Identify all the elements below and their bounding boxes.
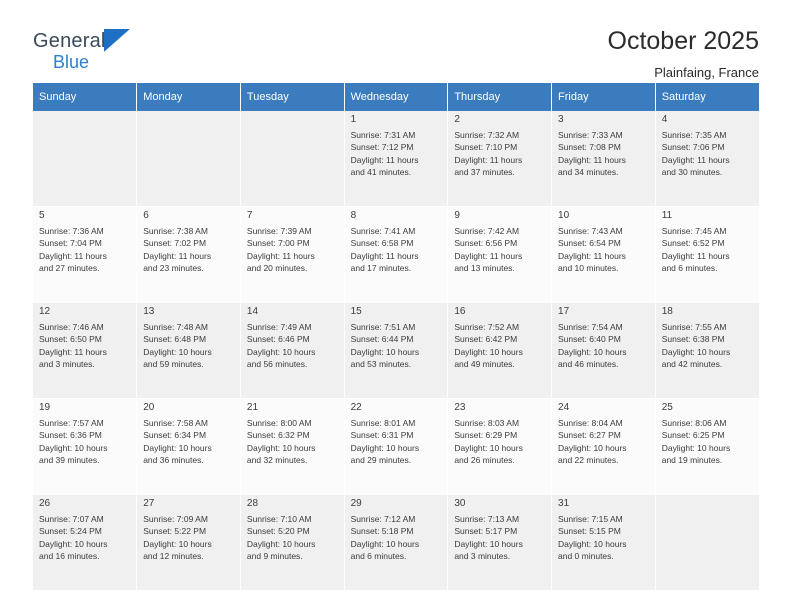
sun-info-line: Sunset: 6:40 PM — [558, 334, 621, 345]
weekday-header-monday: Monday — [137, 83, 241, 111]
sun-info-line: Sunset: 6:54 PM — [558, 238, 621, 249]
logo-text-general: General — [33, 30, 106, 52]
weekday-header-tuesday: Tuesday — [240, 83, 344, 111]
sun-info-line: Sunset: 6:31 PM — [350, 430, 414, 441]
sun-info-line: and 17 minutes. — [350, 263, 412, 274]
sun-info-line: Sunrise: 7:35 AM — [661, 129, 727, 140]
page-title: October 2025 — [607, 27, 759, 55]
sun-info-line: Sunset: 6:48 PM — [143, 334, 207, 345]
calendar-week-row — [33, 495, 759, 591]
day-number: 27 — [143, 498, 155, 509]
sun-info-line: Sunrise: 7:33 AM — [558, 129, 623, 140]
sun-info-line: Daylight: 10 hours — [454, 538, 523, 549]
sun-info-line: Sunrise: 7:51 AM — [350, 321, 416, 332]
sun-info — [143, 513, 235, 563]
day-number: 21 — [246, 402, 259, 413]
sun-info — [351, 513, 443, 563]
calendar-empty-cell — [33, 111, 137, 207]
sun-info — [351, 321, 443, 371]
sun-info-line: and 41 minutes. — [350, 167, 412, 178]
sun-info — [247, 321, 339, 371]
calendar-day-cell[interactable] — [137, 207, 241, 303]
sun-info-line: Sunset: 6:56 PM — [454, 238, 518, 249]
sun-info-line: Sunset: 7:08 PM — [558, 142, 621, 153]
location-label: Plainfaing, France — [654, 65, 759, 80]
calendar-day-cell[interactable] — [655, 111, 759, 207]
weekday-header-friday: Friday — [552, 83, 656, 111]
calendar-empty-cell — [137, 111, 241, 207]
day-number: 30 — [454, 498, 466, 509]
sun-info-line: Sunset: 6:58 PM — [350, 238, 414, 249]
sun-info-line: and 34 minutes. — [558, 167, 619, 178]
sun-info-line: and 30 minutes. — [661, 167, 723, 178]
sun-info — [662, 225, 754, 275]
day-number: 16 — [454, 306, 466, 317]
calendar-day-cell[interactable] — [552, 399, 656, 495]
sun-info-line: and 36 minutes. — [143, 455, 204, 466]
sun-info-line: and 32 minutes. — [246, 455, 308, 466]
calendar-week-row — [33, 207, 759, 303]
calendar-day-cell[interactable] — [655, 207, 759, 303]
day-number: 12 — [39, 306, 51, 317]
calendar-day-cell[interactable] — [344, 303, 448, 399]
sun-info — [247, 225, 339, 275]
day-number: 11 — [661, 210, 673, 221]
day-number: 15 — [350, 306, 362, 317]
sun-info-line: Daylight: 10 hours — [350, 346, 420, 357]
sun-info-line: Daylight: 11 hours — [661, 154, 730, 165]
sun-info-line: Sunset: 6:42 PM — [454, 334, 518, 345]
sun-info-line: Sunrise: 8:03 AM — [454, 417, 520, 428]
calendar-day-cell[interactable] — [137, 303, 241, 399]
sun-info-line: Sunrise: 7:15 AM — [558, 513, 623, 524]
calendar-week-row — [33, 111, 759, 207]
sun-info-line: and 39 minutes. — [39, 455, 100, 466]
sun-info-line: Sunset: 7:12 PM — [350, 142, 414, 153]
calendar-empty-cell — [655, 495, 759, 591]
calendar-day-cell[interactable] — [448, 399, 552, 495]
sun-info-line: and 6 minutes. — [661, 263, 718, 274]
sun-info-line: Sunrise: 8:00 AM — [246, 417, 312, 428]
sun-info-line: Sunrise: 7:13 AM — [454, 513, 520, 524]
day-number: 8 — [350, 210, 357, 221]
sun-info-line: Sunrise: 7:10 AM — [246, 513, 312, 524]
sun-info-line: Daylight: 11 hours — [350, 154, 419, 165]
sun-info-line: Sunrise: 7:31 AM — [350, 129, 416, 140]
flag-icon-highlight — [104, 29, 130, 52]
calendar-day-cell[interactable] — [655, 303, 759, 399]
sun-info-line: Daylight: 10 hours — [558, 538, 627, 549]
sun-info-line: Daylight: 10 hours — [246, 442, 316, 453]
sun-info-line: Daylight: 10 hours — [454, 346, 523, 357]
sun-info-line: Sunrise: 7:12 AM — [350, 513, 416, 524]
day-number: 25 — [661, 402, 673, 413]
sun-info-line: Sunset: 6:44 PM — [350, 334, 414, 345]
sun-info-line: Daylight: 10 hours — [350, 538, 420, 549]
sun-info-line: Sunset: 6:27 PM — [558, 430, 621, 441]
sun-info-line: and 49 minutes. — [454, 359, 515, 370]
sun-info-line: Sunset: 6:36 PM — [39, 430, 102, 441]
calendar-day-cell[interactable] — [344, 111, 448, 207]
sun-info-line: and 20 minutes. — [246, 263, 308, 274]
sun-info-line: Sunset: 6:32 PM — [246, 430, 310, 441]
sun-info — [662, 321, 754, 371]
generalblue-logo — [33, 26, 153, 74]
calendar-day-cell[interactable] — [552, 303, 656, 399]
sun-info-line: and 53 minutes. — [350, 359, 412, 370]
sun-info — [662, 129, 754, 179]
sun-info — [143, 321, 235, 371]
sun-info — [454, 513, 546, 563]
day-number: 3 — [558, 114, 564, 125]
day-number: 17 — [558, 306, 570, 317]
sun-info-line: Sunset: 5:18 PM — [350, 526, 414, 537]
day-number: 5 — [39, 210, 45, 221]
sun-info-line: and 37 minutes. — [454, 167, 515, 178]
sun-info — [558, 129, 650, 179]
sun-info — [662, 417, 754, 467]
sun-info — [454, 225, 546, 275]
sun-info-line: Sunset: 7:06 PM — [661, 142, 725, 153]
day-number: 22 — [350, 402, 362, 413]
sun-info — [558, 513, 650, 563]
page-header — [33, 0, 759, 80]
sun-info-line: Sunset: 5:24 PM — [39, 526, 102, 537]
day-number: 24 — [558, 402, 570, 413]
calendar-day-cell[interactable] — [344, 207, 448, 303]
sun-info-line: Sunrise: 7:54 AM — [558, 321, 623, 332]
calendar-day-cell[interactable] — [240, 207, 344, 303]
sun-info-line: Sunrise: 7:49 AM — [246, 321, 312, 332]
sun-info-line: and 19 minutes. — [661, 455, 723, 466]
calendar-day-cell[interactable] — [33, 207, 137, 303]
day-number: 10 — [558, 210, 570, 221]
sun-info-line: and 12 minutes. — [143, 551, 204, 562]
calendar-day-cell[interactable] — [33, 303, 137, 399]
sun-info — [351, 417, 443, 467]
calendar-day-cell[interactable] — [552, 207, 656, 303]
sun-info-line: Daylight: 10 hours — [143, 346, 212, 357]
calendar-table — [33, 83, 759, 591]
sun-info-line: Daylight: 10 hours — [661, 442, 731, 453]
sun-info-line: and 42 minutes. — [661, 359, 723, 370]
sun-info-line: Sunset: 5:15 PM — [558, 526, 621, 537]
sun-info-line: Sunset: 7:02 PM — [143, 238, 207, 249]
sun-info-line: Daylight: 10 hours — [454, 442, 523, 453]
calendar-day-cell[interactable] — [448, 111, 552, 207]
sun-info-line: Sunrise: 7:09 AM — [143, 513, 208, 524]
sun-info-line: and 16 minutes. — [39, 551, 100, 562]
sun-info-line: Sunrise: 7:07 AM — [39, 513, 104, 524]
sun-info-line: Daylight: 11 hours — [661, 250, 730, 261]
sun-info-line: Sunrise: 7:39 AM — [246, 225, 312, 236]
day-number: 18 — [661, 306, 673, 317]
sun-info — [351, 129, 443, 179]
calendar-day-cell[interactable] — [240, 495, 344, 591]
calendar-day-cell[interactable] — [655, 399, 759, 495]
sun-info-line: and 23 minutes. — [143, 263, 204, 274]
sun-info-line: Sunrise: 8:01 AM — [350, 417, 416, 428]
calendar-day-cell[interactable] — [240, 399, 344, 495]
calendar-day-cell[interactable] — [552, 111, 656, 207]
sun-info-line: Sunset: 6:38 PM — [661, 334, 725, 345]
sun-info-line: Daylight: 11 hours — [558, 250, 626, 261]
sun-info — [247, 513, 339, 563]
day-number: 4 — [661, 114, 668, 125]
sun-info-line: Sunset: 6:25 PM — [661, 430, 725, 441]
day-number: 19 — [39, 402, 51, 413]
day-number: 14 — [246, 306, 259, 317]
sun-info-line: Sunset: 7:10 PM — [454, 142, 518, 153]
calendar-day-cell[interactable] — [33, 495, 137, 591]
sun-info-line: Sunrise: 7:58 AM — [143, 417, 208, 428]
calendar-day-cell[interactable] — [33, 399, 137, 495]
sun-info — [558, 321, 650, 371]
sun-info-line: Daylight: 10 hours — [39, 442, 108, 453]
sun-info-line: Sunrise: 7:46 AM — [39, 321, 104, 332]
calendar-day-cell[interactable] — [448, 207, 552, 303]
sun-info — [39, 417, 131, 467]
sun-info-line: Daylight: 11 hours — [454, 154, 523, 165]
sun-info-line: Sunrise: 7:32 AM — [454, 129, 520, 140]
weekday-header-wednesday: Wednesday — [344, 83, 448, 111]
sun-info-line: Daylight: 11 hours — [246, 250, 315, 261]
sun-info-line: Sunset: 6:52 PM — [661, 238, 725, 249]
weekday-header-thursday: Thursday — [448, 83, 552, 111]
sun-info-line: Sunrise: 7:48 AM — [143, 321, 208, 332]
sun-info-line: Daylight: 10 hours — [246, 346, 316, 357]
sun-info-line: and 26 minutes. — [454, 455, 515, 466]
day-number: 28 — [246, 498, 259, 509]
sun-info-line: Daylight: 11 hours — [39, 250, 107, 261]
sun-info-line: Daylight: 10 hours — [350, 442, 420, 453]
sun-info-line: Sunset: 5:20 PM — [246, 526, 310, 537]
day-number: 13 — [143, 306, 155, 317]
sun-info — [454, 417, 546, 467]
sun-info — [454, 129, 546, 179]
day-number: 7 — [246, 210, 253, 221]
calendar-week-row — [33, 303, 759, 399]
weekday-header-saturday: Saturday — [655, 83, 759, 111]
sun-info-line: Daylight: 11 hours — [350, 250, 419, 261]
sun-info-line: Daylight: 11 hours — [558, 154, 626, 165]
sun-info-line: and 3 minutes. — [39, 359, 95, 370]
sun-info-line: Daylight: 10 hours — [661, 346, 731, 357]
sun-info-line: and 56 minutes. — [246, 359, 308, 370]
day-number: 31 — [558, 498, 570, 509]
sun-info-line: Sunset: 6:34 PM — [143, 430, 207, 441]
day-number: 1 — [350, 114, 357, 125]
sun-info-line: and 59 minutes. — [143, 359, 204, 370]
calendar-body — [33, 111, 759, 591]
sun-info-line: Sunrise: 7:57 AM — [39, 417, 104, 428]
calendar-day-cell[interactable] — [137, 495, 241, 591]
sun-info-line: Sunset: 6:29 PM — [454, 430, 518, 441]
day-number: 2 — [454, 114, 460, 125]
logo-text-blue: Blue — [53, 52, 90, 72]
sun-info-line: and 29 minutes. — [350, 455, 412, 466]
sun-info-line: Daylight: 10 hours — [246, 538, 316, 549]
calendar-week-row — [33, 399, 759, 495]
calendar-day-cell[interactable] — [552, 495, 656, 591]
sun-info — [143, 225, 235, 275]
sun-info — [143, 417, 235, 467]
sun-info-line: Daylight: 10 hours — [39, 538, 108, 549]
weekday-header-sunday: Sunday — [33, 83, 137, 111]
sun-info-line: Sunrise: 7:41 AM — [350, 225, 416, 236]
day-number: 20 — [143, 402, 155, 413]
sun-info-line: Daylight: 10 hours — [143, 538, 212, 549]
sun-info-line: Sunrise: 7:55 AM — [661, 321, 727, 332]
sun-info-line: Daylight: 11 hours — [454, 250, 523, 261]
sun-info — [39, 321, 131, 371]
calendar-day-cell[interactable] — [448, 303, 552, 399]
sun-info-line: Sunset: 5:22 PM — [143, 526, 207, 537]
sun-info — [454, 321, 546, 371]
day-number: 26 — [39, 498, 51, 509]
day-number: 6 — [143, 210, 149, 221]
sun-info-line: Sunrise: 8:06 AM — [661, 417, 727, 428]
sun-info-line: Daylight: 10 hours — [143, 442, 212, 453]
calendar-day-cell[interactable] — [344, 399, 448, 495]
sun-info-line: and 46 minutes. — [558, 359, 619, 370]
sun-info-line: and 22 minutes. — [558, 455, 619, 466]
sun-info-line: Daylight: 11 hours — [39, 346, 107, 357]
sun-info — [351, 225, 443, 275]
calendar-day-cell[interactable] — [240, 303, 344, 399]
sun-info-line: Sunset: 6:50 PM — [39, 334, 102, 345]
sun-info-line: and 0 minutes. — [558, 551, 614, 562]
sun-info-line: Sunrise: 7:45 AM — [661, 225, 727, 236]
sun-info-line: Daylight: 10 hours — [558, 442, 627, 453]
sun-info-line: Daylight: 11 hours — [143, 250, 212, 261]
calendar-empty-cell — [240, 111, 344, 207]
title-block — [608, 26, 760, 80]
sun-info-line: Sunset: 6:46 PM — [246, 334, 310, 345]
sun-info — [39, 225, 131, 275]
sun-info-line: and 9 minutes. — [246, 551, 303, 562]
sun-info-line: Sunrise: 8:04 AM — [558, 417, 623, 428]
sun-info-line: and 10 minutes. — [558, 263, 619, 274]
sun-info-line: Sunrise: 7:36 AM — [39, 225, 104, 236]
sun-info — [247, 417, 339, 467]
day-number: 29 — [350, 498, 362, 509]
sun-info-line: Sunrise: 7:42 AM — [454, 225, 520, 236]
sun-info-line: Sunset: 5:17 PM — [454, 526, 518, 537]
sun-info-line: and 27 minutes. — [39, 263, 100, 274]
sun-info-line: Sunrise: 7:38 AM — [143, 225, 208, 236]
sun-info-line: and 3 minutes. — [454, 551, 511, 562]
calendar-day-cell[interactable] — [448, 495, 552, 591]
day-number: 9 — [454, 210, 460, 221]
calendar-day-cell[interactable] — [137, 399, 241, 495]
sun-info-line: Daylight: 10 hours — [558, 346, 627, 357]
day-number: 23 — [454, 402, 466, 413]
sun-info-line: Sunrise: 7:43 AM — [558, 225, 623, 236]
sun-info-line: Sunset: 7:00 PM — [246, 238, 310, 249]
sun-info — [558, 417, 650, 467]
sun-info-line: and 13 minutes. — [454, 263, 515, 274]
sun-info-line: Sunrise: 7:52 AM — [454, 321, 520, 332]
weekday-header-row — [33, 83, 759, 111]
sun-info-line: Sunset: 7:04 PM — [39, 238, 102, 249]
sun-info — [558, 225, 650, 275]
sun-info — [39, 513, 131, 563]
calendar-day-cell[interactable] — [344, 495, 448, 591]
sun-info-line: and 6 minutes. — [350, 551, 407, 562]
